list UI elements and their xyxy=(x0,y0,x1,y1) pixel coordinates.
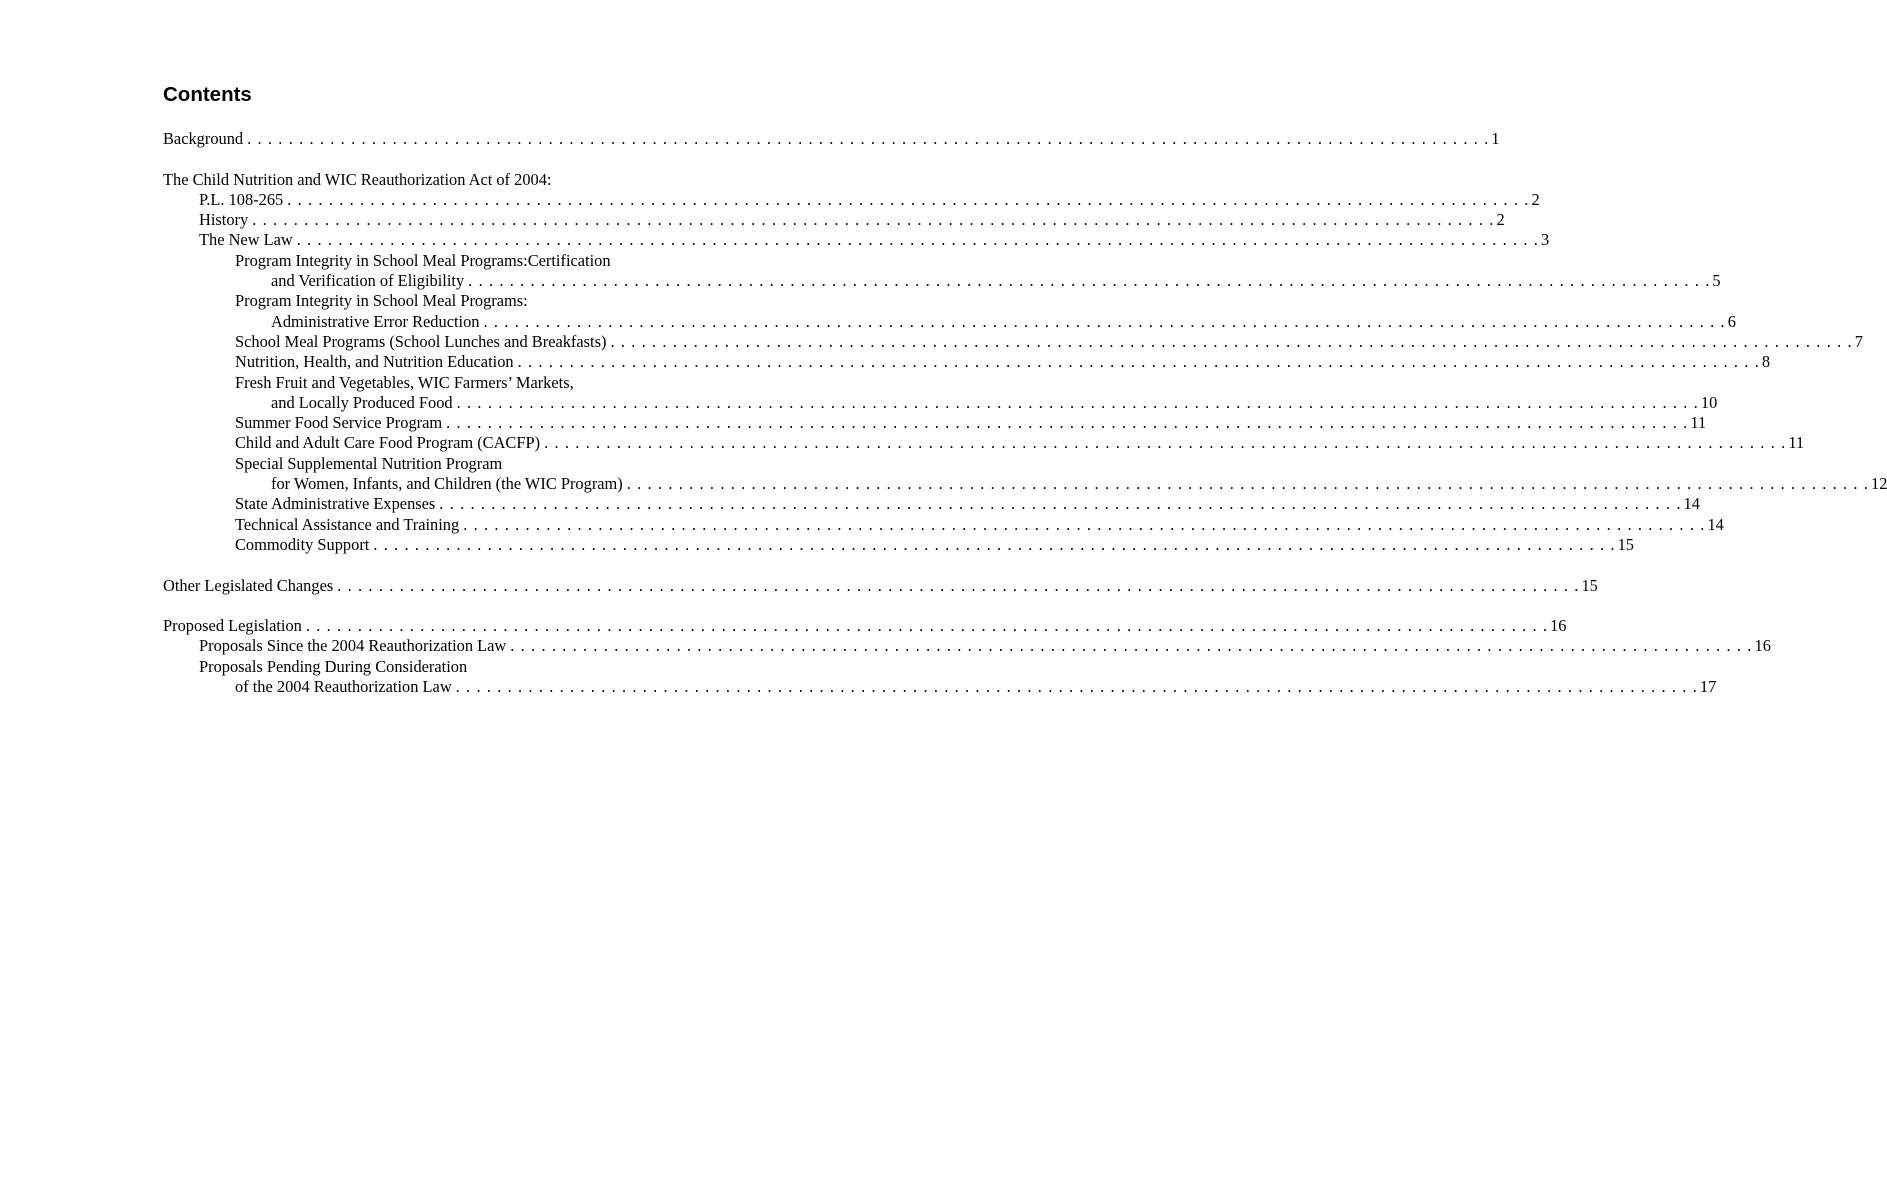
toc-page-number: 12 xyxy=(1871,474,1887,494)
toc-page xyxy=(163,81,1887,697)
dot-leader: . . . . . . . . . . . . . . . . . . . . . . . . . . . . . . . . . . . . . . . . . . . . . . . . . . . . . . . . . . . . . . . . . . . . . . . . . . . . . . . . . . . . . . . . . . . . . . . . . . . . . . . . . . . . . . . . . . . . . . . . xyxy=(610,331,1853,351)
toc-entry-other-changes[interactable] xyxy=(163,575,1598,596)
toc-entry-cacfp[interactable] xyxy=(163,433,1805,453)
toc-entry-text: and Verification of Eligibility xyxy=(271,271,465,291)
toc-page-number: 15 xyxy=(1581,575,1598,595)
toc-entry-text: School Meal Programs (School Lunches and Breakfasts) xyxy=(235,331,607,351)
dot-leader: . . . . . . . . . . . . . . . . . . . . . . . . . . . . . . . . . . . . . . . . . . . . . . . . . . . . . . . . . . . . . . . . . . . . . . . . . . . . . . . . . . . . . . . . . . . . . . . . . . . . . . . . . . . . . . . . . . . . . . . . xyxy=(468,271,1711,291)
dot-leader: . . . . . . . . . . . . . . . . . . . . . . . . . . . . . . . . . . . . . . . . . . . . . . . . . . . . . . . . . . . . . . . . . . . . . . . . . . . . . . . . . . . . . . . . . . . . . . . . . . . . . . . . . . . . . . . . . . . . . . . . xyxy=(455,677,1698,697)
toc-page-number: 11 xyxy=(1788,433,1805,453)
toc-entry-pending-line1[interactable] xyxy=(163,657,759,677)
dot-leader: . . . . . . . . . . . . . . . . . . . . . . . . . . . . . . . . . . . . . . . . . . . . . . . . . . . . . . . . . . . . . . . . . . . . . . . . . . . . . . . . . . . . . . . . . . . . . . . . . . . . . . . . . . . . . . . . . . . . . . . . xyxy=(305,616,1549,636)
toc-entry-text: Administrative Error Reduction xyxy=(271,311,480,331)
toc-entry-text: P.L. 108-265 xyxy=(199,189,284,209)
toc-entry-text: for Women, Infants, and Children (the WIC Program) xyxy=(271,474,623,494)
toc-entry-text: of the 2004 Reauthorization Law xyxy=(235,677,452,697)
spacer xyxy=(163,596,759,616)
dot-leader: . . . . . . . . . . . . . . . . . . . . . . . . . . . . . . . . . . . . . . . . . . . . . . . . . . . . . . . . . . . . . . . . . . . . . . . . . . . . . . . . . . . . . . . . . . . . . . . . . . . . . . . . . . . . . . . . . . . . . . . . xyxy=(247,129,1490,148)
toc-entry-tech-assist[interactable] xyxy=(163,514,1724,535)
toc-page-number: 8 xyxy=(1761,352,1771,372)
toc-entry-pending[interactable] xyxy=(163,677,1717,697)
toc-page-number: 16 xyxy=(1754,636,1771,656)
dot-leader: . . . . . . . . . . . . . . . . . . . . . . . . . . . . . . . . . . . . . . . . . . . . . . . . . . . . . . . . . . . . . . . . . . . . . . . . . . . . . . . . . . . . . . . . . . . . . . . . . . . . . . . . . . . . . . . . . . . . . . . . xyxy=(446,413,1689,433)
dot-leader: . . . . . . . . . . . . . . . . . . . . . . . . . . . . . . . . . . . . . . . . . . . . . . . . . . . . . . . . . . . . . . . . . . . . . . . . . . . . . . . . . . . . . . . . . . . . . . . . . . . . . . . . . . . . . . . . . . . . . . . . xyxy=(456,392,1699,412)
spacer xyxy=(163,149,759,169)
toc-entry-commodity[interactable] xyxy=(163,534,1634,555)
toc-entry-new-law[interactable] xyxy=(163,230,1550,250)
dot-leader: . . . . . . . . . . . . . . . . . . . . . . . . . . . . . . . . . . . . . . . . . . . . . . . . . . . . . . . . . . . . . . . . . . . . . . . . . . . . . . . . . . . . . . . . . . . . . . . . . . . . . . . . . . . . . . . . . . . . . . . . xyxy=(626,474,1870,494)
toc-entry-text: Proposed Legislation xyxy=(163,616,302,636)
toc-entry-fresh-fruit[interactable] xyxy=(163,392,1718,413)
toc-entry-text: State Administrative Expenses xyxy=(235,494,436,514)
dot-leader: . . . . . . . . . . . . . . . . . . . . . . . . . . . . . . . . . . . . . . . . . . . . . . . . . . . . . . . . . . . . . . . . . . . . . . . . . . . . . . . . . . . . . . . . . . . . . . . . . . . . . . . . . . . . . . . . . . . . . . . . xyxy=(296,230,1539,250)
toc-entry-integrity-admin-line1[interactable] xyxy=(163,291,759,311)
toc-page-number: 3 xyxy=(1541,230,1550,250)
toc-entry-text: Program Integrity in School Meal Programs:Certification xyxy=(235,250,611,270)
toc-page-number: 16 xyxy=(1550,616,1567,636)
dot-leader: . . . . . . . . . . . . . . . . . . . . . . . . . . . . . . . . . . . . . . . . . . . . . . . . . . . . . . . . . . . . . . . . . . . . . . . . . . . . . . . . . . . . . . . . . . . . . . . . . . . . . . . . . . . . . . . . . . . . . . . . xyxy=(544,433,1787,453)
dot-leader: . . . . . . . . . . . . . . . . . . . . . . . . . . . . . . . . . . . . . . . . . . . . . . . . . . . . . . . . . . . . . . . . . . . . . . . . . . . . . . . . . . . . . . . . . . . . . . . . . . . . . . . . . . . . . . . . . . . . . . . . xyxy=(463,514,1706,534)
toc-entry-wic[interactable] xyxy=(163,474,1887,494)
toc-page-number: 11 xyxy=(1690,413,1707,433)
dot-leader: . . . . . . . . . . . . . . . . . . . . . . . . . . . . . . . . . . . . . . . . . . . . . . . . . . . . . . . . . . . . . . . . . . . . . . . . . . . . . . . . . . . . . . . . . . . . . . . . . . . . . . . . . . . . . . . . . . . . . . . . xyxy=(252,210,1495,230)
toc-entry-text: Proposals Pending During Consideration xyxy=(199,656,468,676)
toc-page-number: 14 xyxy=(1683,494,1700,514)
toc-entry-text: Commodity Support xyxy=(235,534,370,554)
toc-page-number: 17 xyxy=(1699,677,1717,697)
dot-leader: . . . . . . . . . . . . . . . . . . . . . . . . . . . . . . . . . . . . . . . . . . . . . . . . . . . . . . . . . . . . . . . . . . . . . . . . . . . . . . . . . . . . . . . . . . . . . . . . . . . . . . . . . . . . . . . . . . . . . . . . xyxy=(517,352,1760,372)
toc-entry-integrity-cert[interactable] xyxy=(163,271,1721,291)
toc-entry-text: Fresh Fruit and Vegetables, WIC Farmers’ Markets, xyxy=(235,372,574,392)
dot-leader: . . . . . . . . . . . . . . . . . . . . . . . . . . . . . . . . . . . . . . . . . . . . . . . . . . . . . . . . . . . . . . . . . . . . . . . . . . . . . . . . . . . . . . . . . . . . . . . . . . . . . . . . . . . . . . . . . . . . . . . . xyxy=(337,575,1580,595)
toc-page-number: 7 xyxy=(1854,331,1863,351)
toc-entry-text: The New Law xyxy=(199,230,293,250)
toc-entry-text: Child and Adult Care Food Program (CACFP) xyxy=(235,433,541,453)
toc-page-number: 2 xyxy=(1531,189,1540,209)
toc-entry-text: The Child Nutrition and WIC Reauthorization Act of 2004: xyxy=(163,169,552,189)
dot-leader: . . . . . . . . . . . . . . . . . . . . . . . . . . . . . . . . . . . . . . . . . . . . . . . . . . . . . . . . . . . . . . . . . . . . . . . . . . . . . . . . . . . . . . . . . . . . . . . . . . . . . . . . . . . . . . . . . . . . . . . . xyxy=(483,311,1726,331)
table-of-contents xyxy=(163,129,1887,697)
toc-page-number: 1 xyxy=(1491,129,1500,148)
toc-page-number: 2 xyxy=(1496,210,1505,230)
spacer xyxy=(163,555,759,575)
toc-page-number: 10 xyxy=(1700,392,1718,412)
toc-entry-fresh-fruit-line1[interactable] xyxy=(163,373,759,393)
toc-entry-background[interactable] xyxy=(163,129,1500,149)
toc-entry-since-2004[interactable] xyxy=(163,636,1771,656)
toc-entry-text: Technical Assistance and Training xyxy=(235,514,460,534)
toc-heading-act xyxy=(163,170,759,190)
toc-page-number: 6 xyxy=(1727,311,1736,331)
toc-entry-state-admin[interactable] xyxy=(163,494,1700,514)
toc-entry-text: History xyxy=(199,210,249,230)
toc-page-number: 14 xyxy=(1707,514,1724,534)
toc-entry-nutrition[interactable] xyxy=(163,352,1771,372)
toc-page-number: 15 xyxy=(1617,534,1634,554)
toc-entry-text: Background xyxy=(163,129,244,148)
toc-entry-text: Nutrition, Health, and Nutrition Education xyxy=(235,352,514,372)
dot-leader: . . . . . . . . . . . . . . . . . . . . . . . . . . . . . . . . . . . . . . . . . . . . . . . . . . . . . . . . . . . . . . . . . . . . . . . . . . . . . . . . . . . . . . . . . . . . . . . . . . . . . . . . . . . . . . . . . . . . . . . . xyxy=(373,534,1616,554)
toc-entry-integrity-cert-line1[interactable] xyxy=(163,251,759,271)
toc-entry-school-meal[interactable] xyxy=(163,331,1863,352)
toc-entry-history[interactable] xyxy=(163,210,1505,230)
dot-leader: . . . . . . . . . . . . . . . . . . . . . . . . . . . . . . . . . . . . . . . . . . . . . . . . . . . . . . . . . . . . . . . . . . . . . . . . . . . . . . . . . . . . . . . . . . . . . . . . . . . . . . . . . . . . . . . . . . . . . . . . xyxy=(287,189,1530,209)
toc-entry-summer-food[interactable] xyxy=(163,413,1707,433)
toc-entry-text: Special Supplemental Nutrition Program xyxy=(235,453,503,473)
toc-entry-text: Program Integrity in School Meal Programs: xyxy=(235,291,528,311)
dot-leader: . . . . . . . . . . . . . . . . . . . . . . . . . . . . . . . . . . . . . . . . . . . . . . . . . . . . . . . . . . . . . . . . . . . . . . . . . . . . . . . . . . . . . . . . . . . . . . . . . . . . . . . . . . . . . . . . . . . . . . . . xyxy=(439,494,1682,514)
dot-leader: . . . . . . . . . . . . . . . . . . . . . . . . . . . . . . . . . . . . . . . . . . . . . . . . . . . . . . . . . . . . . . . . . . . . . . . . . . . . . . . . . . . . . . . . . . . . . . . . . . . . . . . . . . . . . . . . . . . . . . . . xyxy=(510,636,1753,656)
toc-entry-text: Summer Food Service Program xyxy=(235,413,443,433)
toc-entry-integrity-admin[interactable] xyxy=(163,311,1736,332)
toc-entry-proposed[interactable] xyxy=(163,616,1567,636)
toc-page-number: 5 xyxy=(1712,271,1721,291)
page-title: Contents xyxy=(163,83,252,106)
toc-entry-pl[interactable] xyxy=(163,189,1540,210)
toc-entry-text: and Locally Produced Food xyxy=(271,392,453,412)
toc-entry-text: Other Legislated Changes xyxy=(163,575,334,595)
toc-entry-text: Proposals Since the 2004 Reauthorization Law xyxy=(199,636,507,656)
toc-entry-wic-line1[interactable] xyxy=(163,454,759,474)
